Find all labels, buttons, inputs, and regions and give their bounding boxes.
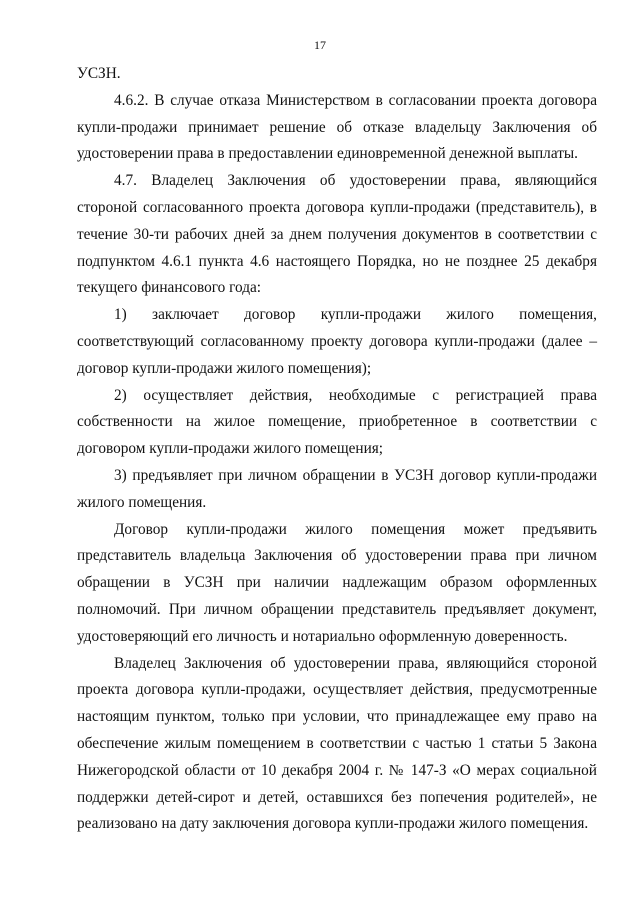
page-number: 17 [314, 38, 326, 52]
list-item-3: 3) предъявляет при личном обращении в УСЗН договор купли-продажи жилого помещения. [77, 466, 597, 511]
document-body [77, 61, 597, 838]
list-item-1: 1) заключает договор купли-продажи жилого помещения, соответствующий согласованному проекту договора купли-продажи (далее – договор купли-продажи жилого помещения); [77, 306, 597, 377]
paragraph-representative: Договор купли-продажи жилого помещения может предъявить представитель владельца Заключения об удостоверении права при личном обращении в УСЗН при наличии надлежащим образом оформленных полномочий. При личном обращении представитель предъявляет документ, удостоверяющий его личность и нотариально оформленную доверенность. [77, 520, 597, 645]
list-item-2: 2) осуществляет действия, необходимые с регистрацией права собственности на жилое помещение, приобретенное в соответствии с договором купли-продажи жилого помещения; [77, 386, 597, 458]
paragraph-4-7: 4.7. Владелец Заключения об удостоверении права, являющийся стороной согласованного проекта договора купли-продажи (представитель), в течение 30-ти рабочих дней за днем получения документов в соответствии с подпунктом 4.6.1 пункта 4.6 настоящего Порядка, но не позднее 25 декабря текущего финансового года: [77, 172, 597, 297]
paragraph-owner-conditions: Владелец Заключения об удостоверении права, являющийся стороной проекта договора купли-продажи, осуществляет действия, предусмотренные настоящим пунктом, только при условии, что принадлежащее ему право на обеспечение жилым помещением в соответствии с частью 1 статьи 5 Закона Нижегородской области от 10 декабря 2004 г. № 147-З «О мерах социальной поддержки детей-сирот и детей, оставшихся без попечения родителей», не реализовано на дату заключения договора купли-продажи жилого помещения. [77, 654, 597, 833]
paragraph-continuation: УСЗН. [77, 65, 121, 82]
paragraph-4-6-2: 4.6.2. В случае отказа Министерством в согласовании проекта договора купли-продажи принимает решение об отказе владельцу Заключения об удостоверении права в предоставлении единовременной денежной выплаты. [77, 91, 597, 163]
